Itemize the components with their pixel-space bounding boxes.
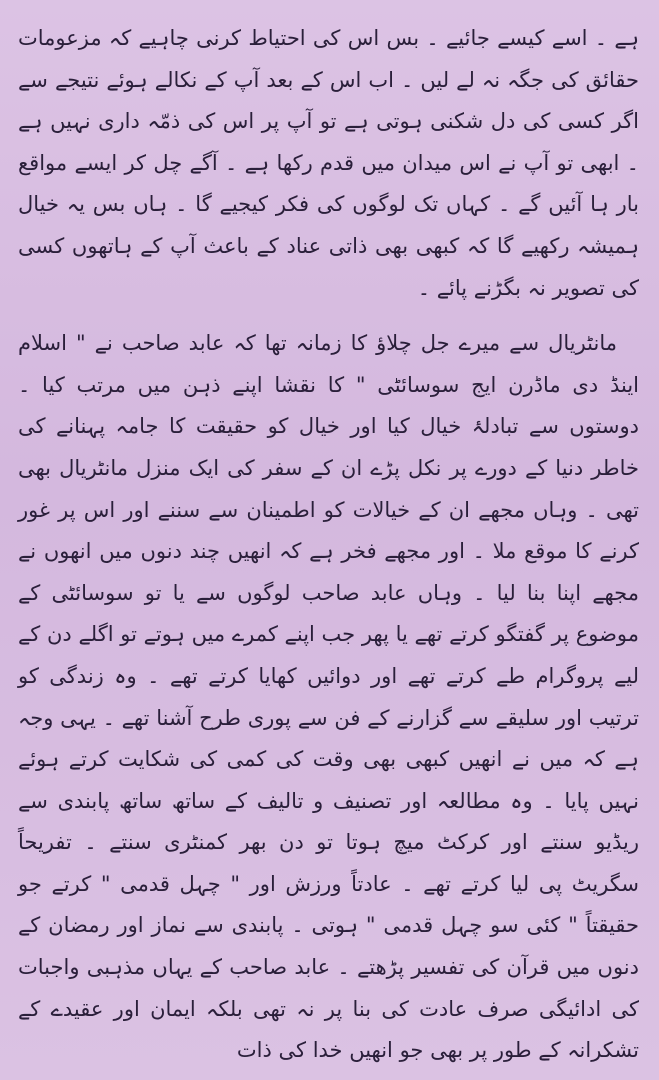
paragraph-2: مانٹریال سے میرے جل چلاؤ کا زمانہ تھا کہ عابد صاحب نے " اسلام اینڈ دی ماڈرن ایج سوسائٹی " کا نقشا اپنے ذہن میں مرتب کیا ۔ دوستوں سے تبادلۂ خیال کیا اور خیال کو حقیقت کا جامہ پہنانے کی خاطر دنیا کے دورے پر نکل پڑے ان کے سفر کی ایک منزل مانٹریال بھی تھی ۔ وہاں مجھے ان کے خیالات کو اطمینان سے سننے اور اس پر غور کرنے کا موقع ملا ۔ اور مجھے فخر ہے کہ انھیں چند دنوں میں انھوں نے مجھے اپنا بنا لیا ۔ وہاں عابد صاحب لوگوں سے یا تو سوسائٹی کے موضوع پر گفتگو کرتے تھے یا پھر جب اپنے کمرے میں ہوتے تو اگلے دن کے لیے پروگرام طے کرتے تھے اور دوائیں کھایا کرتے تھے ۔ وہ زندگی کو ترتیب اور سلیقے سے گزارنے کے فن سے پوری طرح آشنا تھے ۔ یہی وجہ ہے کہ میں نے انھیں کبھی بھی وقت کی کمی کی شکایت کرتے ہوئے نہیں پایا ۔ وہ مطالعہ اور تصنیف و تالیف کے ساتھ ساتھ پابندی سے ریڈیو سنتے اور کرکٹ میچ ہوتا تو دن بھر کمنٹری سنتے ۔ تفریحاً سگریٹ پی لیا کرتے تھے ۔ عادتاً ورزش اور " چہل قدمی " کرتے جو حقیقتاً " کئی سو چہل قدمی " ہوتی ۔ پابندی سے نماز اور رمضان کے دنوں میں قرآن کی تفسیر پڑھتے ۔ عابد صاحب کے یہاں مذہبی واجبات کی ادائیگی صرف عادت کی بنا پر نہ تھی بلکہ ایمان اور عقیدے کے تشکرانہ کے طور پر بھی جو انھیں خدا کی ذات (18, 331, 639, 1063)
paragraph-1: ہے ۔ اسے کیسے جائیے ۔ بس اس کی احتیاط کرنی چاہیے کہ مزعومات حقائق کی جگہ نہ لے لیں ۔ اب اس کے بعد آپ کے نکالے ہوئے نتیجے سے اگر کسی کی دل شکنی ہوتی ہے تو آپ پر اس کی ذمّہ داری نہیں ہے ۔ ابھی تو آپ نے اس میدان میں قدم رکھا ہے ۔ آگے چل کر ایسے مواقع بار ہا آئیں گے ۔ کہاں تک لوگوں کی فکر کیجیے گا ۔ ہاں بس یہ خیال ہمیشہ رکھیے گا کہ کبھی بھی ذاتی عناد کے باعث آپ کے ہاتھوں کسی کی تصویر نہ بگڑنے پائے ۔ (18, 26, 639, 300)
